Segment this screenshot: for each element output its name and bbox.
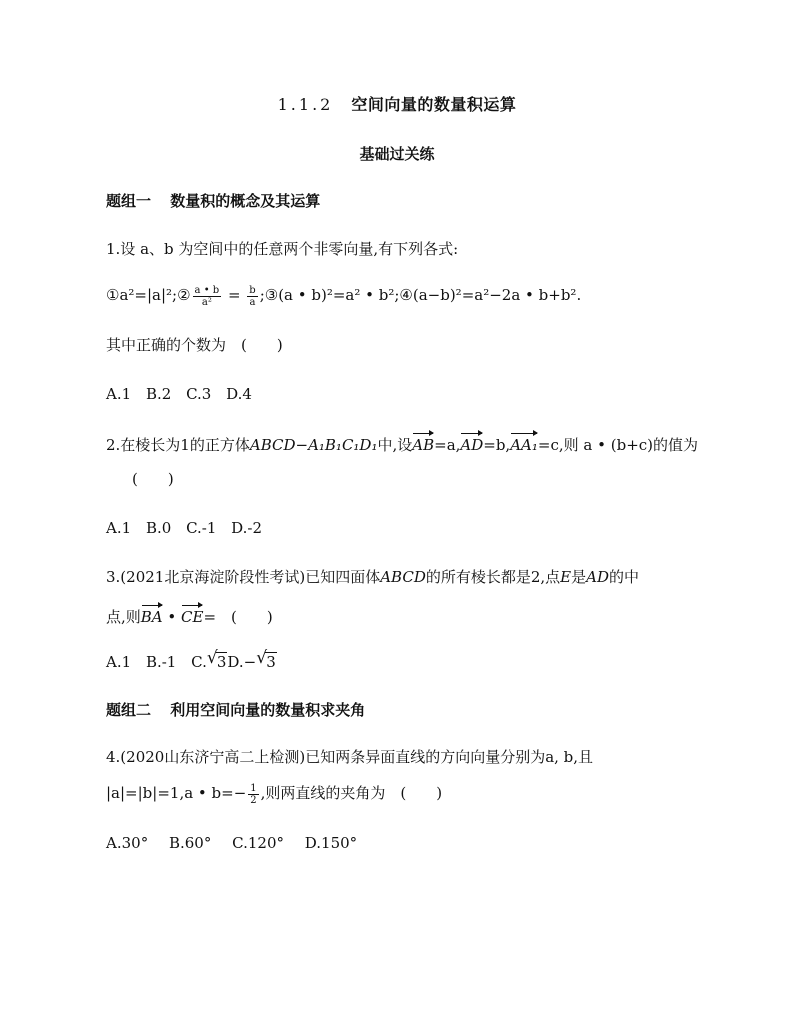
question-1-prompt: 其中正确的个数为 ( ) xyxy=(106,336,283,354)
text: = ( ) xyxy=(203,608,273,626)
option-d: D.− xyxy=(227,653,257,671)
option-a: A.1 xyxy=(106,385,132,403)
option-b: B.0 xyxy=(145,519,172,537)
vector-ce: CE xyxy=(181,602,203,628)
question-4-stem-line2 xyxy=(106,782,442,806)
group-heading-1 xyxy=(106,190,320,212)
fraction: $\frac{a • b}{\text{a²}}$ xyxy=(194,284,220,308)
option-a: A.1 xyxy=(106,653,132,671)
equals: = xyxy=(223,286,246,304)
group-title: 利用空间向量的数量积求夹角 xyxy=(170,701,366,719)
text: 是 xyxy=(571,568,587,586)
text: ,则两直线的夹角为 ( ) xyxy=(260,784,443,802)
question-3-options xyxy=(106,648,277,673)
group-heading-2 xyxy=(106,699,365,721)
fraction: $\frac{b}{a}$ xyxy=(249,284,256,308)
tetrahedron-label: ABCD xyxy=(380,568,426,586)
group-title: 数量积的概念及其运算 xyxy=(170,192,321,210)
option-c: C. xyxy=(191,653,207,671)
option-b: B.60° xyxy=(168,834,212,852)
text: 的所有棱长都是2,点 xyxy=(425,568,561,586)
group-label: 题组一 xyxy=(106,192,152,210)
text: 点,则 xyxy=(106,608,141,626)
text: 2.在棱长为1的正方体 xyxy=(106,436,250,454)
question-3-stem xyxy=(106,566,639,588)
section-number: 1.1.2 xyxy=(277,95,334,114)
edge-label: AD xyxy=(586,568,609,586)
point-label: E xyxy=(560,568,572,586)
option-a: A.30° xyxy=(106,834,149,852)
formula-text: ;③(a • b)²=a² • b²;④(a−b)²=a²−2a • b+b². xyxy=(259,286,582,304)
formula-text: ①a²=|a|²;② xyxy=(106,286,191,304)
fraction: $\frac{1}{2}$ xyxy=(250,782,257,806)
question-3-stem-line2 xyxy=(106,602,273,628)
question-4-stem: 4.(2020山东济宁高二上检测)已知两条异面直线的方向向量分别为a, b,且 xyxy=(106,748,594,766)
cube-label: ABCD−A₁B₁C₁D₁ xyxy=(249,436,378,454)
question-1-formulas xyxy=(106,284,581,308)
text: =a, xyxy=(434,436,461,454)
option-d: D.-2 xyxy=(231,519,263,537)
sqrt-3: √ 3 xyxy=(256,648,276,671)
text: |a|=|b|=1,a • b=− xyxy=(106,784,247,802)
text: =c,则 a • (b+c)的值为 xyxy=(537,436,699,454)
page-subtitle: 基础过关练 xyxy=(359,145,435,163)
group-label: 题组二 xyxy=(106,701,152,719)
question-2-stem xyxy=(106,430,698,456)
option-b: B.-1 xyxy=(145,653,177,671)
text: 的中 xyxy=(608,568,639,586)
text: 中,设 xyxy=(377,436,413,454)
vector-ab: AB xyxy=(412,430,434,456)
section-title: 空间向量的数量积运算 xyxy=(351,95,517,114)
text: 3.(2021北京海淀阶段性考试)已知四面体 xyxy=(106,568,381,586)
dot: • xyxy=(162,608,182,626)
option-c: C.3 xyxy=(186,385,212,403)
option-c: C.120° xyxy=(232,834,284,852)
vector-ba: BA xyxy=(141,602,163,628)
page-title xyxy=(0,92,794,115)
vector-ad: AD xyxy=(460,430,483,456)
option-b: B.2 xyxy=(145,385,172,403)
sqrt-3: √ 3 xyxy=(206,648,227,671)
option-d: D.4 xyxy=(226,385,252,403)
question-1-stem: 1.设 a、b 为空间中的任意两个非零向量,有下列各式: xyxy=(106,240,459,258)
question-2-options xyxy=(106,517,272,539)
option-a: A.1 xyxy=(106,519,132,537)
question-1-options xyxy=(106,383,262,405)
option-d: D.150° xyxy=(304,834,358,852)
question-2-paren: ( ) xyxy=(132,470,174,488)
vector-aa1: AA₁ xyxy=(510,430,538,456)
option-c: C.-1 xyxy=(186,519,217,537)
question-4-options xyxy=(106,832,367,854)
text: =b, xyxy=(483,436,511,454)
